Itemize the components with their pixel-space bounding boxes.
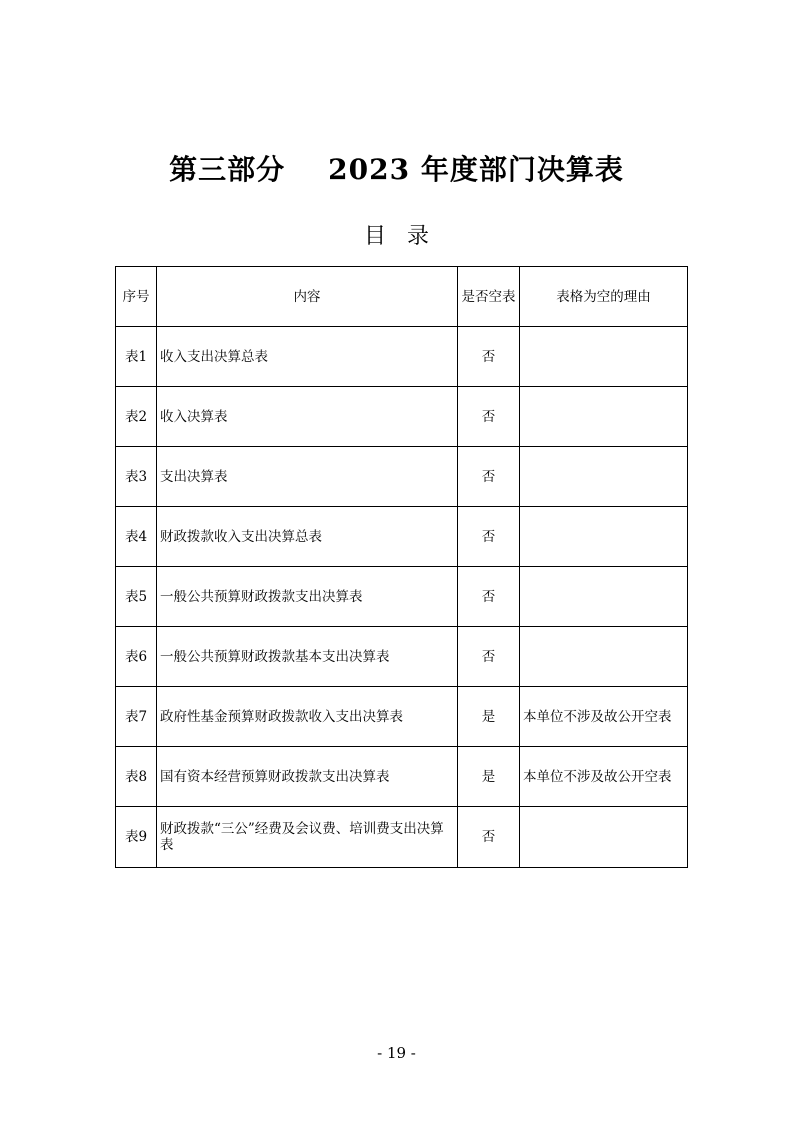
row-is-empty: 否 [458,447,520,507]
row-reason [520,627,688,687]
row-content: 支出决算表 [157,447,458,507]
row-content: 财政拨款“三公”经费及会议费、培训费支出决算表 [157,807,458,868]
row-reason [520,387,688,447]
row-content: 国有资本经营预算财政拨款支出决算表 [157,747,458,807]
table-row [116,387,688,447]
row-reason: 本单位不涉及故公开空表 [520,687,688,747]
toc-heading: 目 录 [364,224,429,249]
row-content: 收入支出决算总表 [157,327,458,387]
row-no: 表3 [116,447,157,507]
table-row [116,627,688,687]
table-row [116,567,688,627]
header-content: 内容 [157,267,458,327]
row-no: 表2 [116,387,157,447]
row-no: 表4 [116,507,157,567]
row-is-empty: 否 [458,627,520,687]
row-is-empty: 否 [458,327,520,387]
row-is-empty: 否 [458,567,520,627]
row-reason [520,447,688,507]
row-content: 政府性基金预算财政拨款收入支出决算表 [157,687,458,747]
row-no: 表5 [116,567,157,627]
table-row [116,327,688,387]
row-content: 收入决算表 [157,387,458,447]
row-is-empty: 否 [458,387,520,447]
header-is-empty: 是否空表 [458,267,520,327]
table-row [116,687,688,747]
table-row [116,447,688,507]
row-is-empty: 是 [458,687,520,747]
table-row [116,507,688,567]
table-row [116,747,688,807]
row-no: 表1 [116,327,157,387]
table-row [116,807,688,868]
row-content: 一般公共预算财政拨款基本支出决算表 [157,627,458,687]
row-no: 表7 [116,687,157,747]
row-content: 财政拨款收入支出决算总表 [157,507,458,567]
row-is-empty: 否 [458,507,520,567]
row-reason [520,507,688,567]
row-reason: 本单位不涉及故公开空表 [520,747,688,807]
row-no: 表6 [116,627,157,687]
row-reason [520,807,688,868]
row-is-empty: 是 [458,747,520,807]
header-no: 序号 [116,267,157,327]
table-header-row [116,267,688,327]
row-no: 表8 [116,747,157,807]
header-reason: 表格为空的理由 [520,267,688,327]
row-content: 一般公共预算财政拨款支出决算表 [157,567,458,627]
row-reason [520,567,688,627]
page-number: - 19 - [377,1044,416,1062]
row-reason [520,327,688,387]
row-no: 表9 [116,807,157,868]
toc-table [115,266,688,868]
page-title: 第三部分 2023 年度部门决算表 [169,153,624,186]
row-is-empty: 否 [458,807,520,868]
